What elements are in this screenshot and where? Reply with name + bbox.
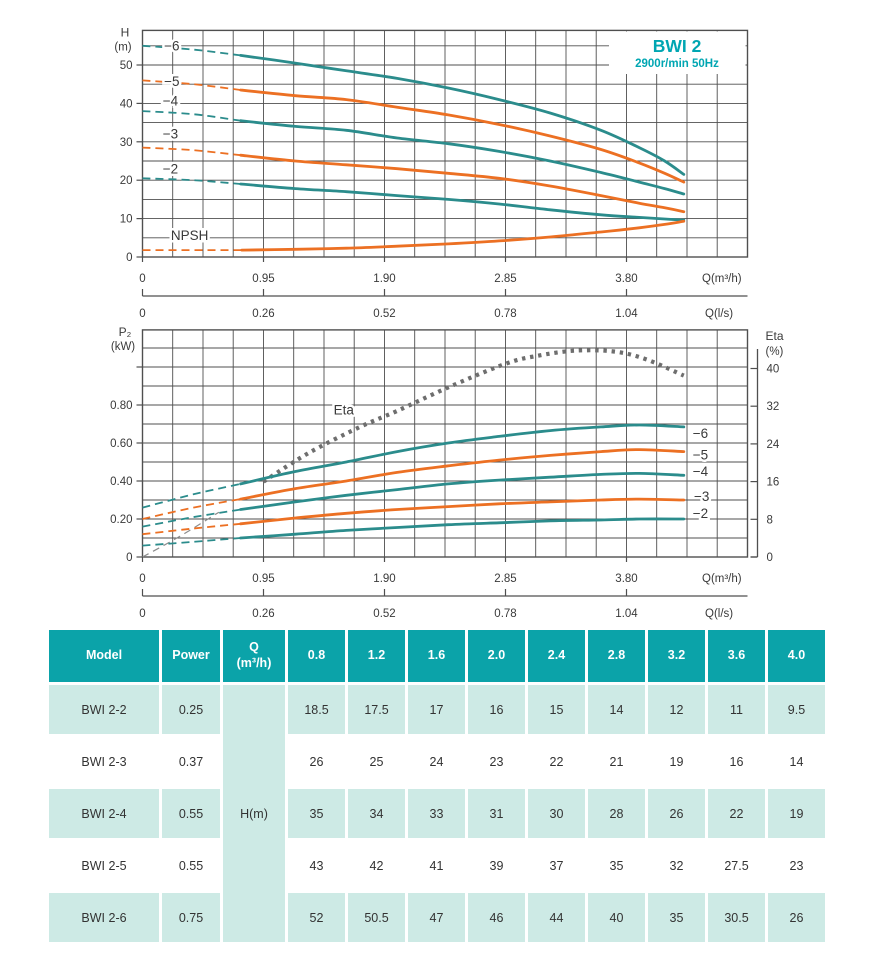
head-value-cell: 18.5 bbox=[288, 685, 345, 734]
power-efficiency-y-axis bbox=[110, 325, 142, 564]
head-value-cell: 26 bbox=[768, 893, 825, 942]
svg-text:16: 16 bbox=[766, 476, 780, 489]
svg-text:0: 0 bbox=[126, 552, 133, 564]
svg-text:0.95: 0.95 bbox=[252, 573, 275, 585]
svg-text:0.80: 0.80 bbox=[110, 400, 133, 412]
head-value-cell: 16 bbox=[708, 737, 765, 786]
svg-text:1.04: 1.04 bbox=[615, 608, 638, 620]
power-efficiency-curve-label-minus-6: −6 bbox=[692, 426, 709, 441]
head-value-cell: 17.5 bbox=[348, 685, 405, 734]
power-efficiency-curve-minus-3-dashed bbox=[143, 524, 241, 534]
head-flow-curve-minus-4 bbox=[241, 121, 684, 194]
head-value-cell: 16 bbox=[468, 685, 525, 734]
head-flow-curve-label-minus-4: −4 bbox=[162, 93, 179, 109]
power-efficiency-curve-label-minus-2: −2 bbox=[692, 506, 709, 522]
table-header-cell: 3.2 bbox=[648, 630, 705, 682]
head-value-cell: 39 bbox=[468, 841, 525, 890]
head-value-cell: 32 bbox=[648, 841, 705, 890]
head-value-cell: 47 bbox=[408, 893, 465, 942]
head-value-cell: 50.5 bbox=[348, 893, 405, 942]
svg-text:50: 50 bbox=[119, 60, 133, 72]
head-value-cell: 31 bbox=[468, 789, 525, 838]
head-flow-chart bbox=[114, 25, 747, 320]
svg-text:Q(l/s): Q(l/s) bbox=[705, 308, 734, 320]
performance-table-head bbox=[49, 630, 825, 682]
head-value-cell: 9.5 bbox=[768, 685, 825, 734]
head-value-cell: 22 bbox=[708, 789, 765, 838]
svg-text:2.85: 2.85 bbox=[494, 273, 517, 285]
svg-text:Q(m³/h): Q(m³/h) bbox=[702, 273, 742, 285]
head-value-cell: 33 bbox=[408, 789, 465, 838]
power-efficiency-curve-minus-2 bbox=[241, 519, 684, 538]
model-cell: BWI 2-2 bbox=[49, 685, 159, 734]
svg-text:P₂: P₂ bbox=[118, 324, 132, 339]
table-header-cell: Model bbox=[49, 630, 159, 682]
head-value-cell: 30.5 bbox=[708, 893, 765, 942]
svg-text:0: 0 bbox=[139, 273, 146, 285]
head-value-cell: 28 bbox=[588, 789, 645, 838]
head-value-cell: 40 bbox=[588, 893, 645, 942]
head-flow-curve-minus-4-dashed bbox=[143, 111, 241, 121]
head-value-cell: 42 bbox=[348, 841, 405, 890]
hm-merged-cell: H(m) bbox=[223, 685, 285, 942]
power-efficiency-curve-minus-4-dashed bbox=[143, 510, 241, 527]
head-value-cell: 12 bbox=[648, 685, 705, 734]
svg-text:0: 0 bbox=[766, 552, 773, 564]
head-value-cell: 52 bbox=[288, 893, 345, 942]
model-cell: BWI 2-6 bbox=[49, 893, 159, 942]
table-row-bwi-2-5 bbox=[49, 841, 825, 890]
svg-text:0.78: 0.78 bbox=[494, 308, 517, 320]
svg-text:0.20: 0.20 bbox=[110, 514, 133, 526]
svg-text:2.85: 2.85 bbox=[494, 573, 517, 585]
head-value-cell: 24 bbox=[408, 737, 465, 786]
head-value-cell: 15 bbox=[528, 685, 585, 734]
power-efficiency-x-axis bbox=[139, 557, 747, 620]
table-header-cell: 1.6 bbox=[408, 630, 465, 682]
head-value-cell: 19 bbox=[648, 737, 705, 786]
head-flow-curve-minus-2 bbox=[241, 184, 684, 220]
head-flow-curve-label-minus-6: −6 bbox=[164, 38, 180, 54]
power-efficiency-curve-label-minus-3: −3 bbox=[694, 489, 710, 505]
svg-text:(%): (%) bbox=[765, 346, 784, 358]
table-row-bwi-2-6 bbox=[49, 893, 825, 942]
svg-text:0.40: 0.40 bbox=[110, 476, 133, 488]
svg-text:0: 0 bbox=[139, 608, 146, 620]
svg-text:3.80: 3.80 bbox=[615, 573, 638, 585]
power-efficiency-curve-label-minus-5: −5 bbox=[692, 447, 709, 463]
svg-text:0.60: 0.60 bbox=[110, 438, 133, 450]
table-row-bwi-2-2 bbox=[49, 685, 825, 734]
table-header-cell: Q (m³/h) bbox=[223, 630, 285, 682]
svg-text:0.52: 0.52 bbox=[373, 308, 396, 320]
head-value-cell: 35 bbox=[588, 841, 645, 890]
svg-text:0: 0 bbox=[126, 252, 133, 264]
table-header-row bbox=[49, 630, 825, 682]
head-value-cell: 43 bbox=[288, 841, 345, 890]
svg-text:0: 0 bbox=[139, 308, 146, 320]
svg-text:3.80: 3.80 bbox=[615, 273, 638, 285]
power-efficiency-curve-minus-6-dashed bbox=[143, 484, 241, 508]
power-efficiency-curve-minus-5-dashed bbox=[143, 499, 241, 519]
svg-text:40: 40 bbox=[119, 98, 133, 111]
model-cell: BWI 2-3 bbox=[49, 737, 159, 786]
svg-text:30: 30 bbox=[119, 136, 133, 149]
table-row-bwi-2-3 bbox=[49, 737, 825, 786]
svg-text:1.90: 1.90 bbox=[373, 273, 396, 285]
svg-text:8: 8 bbox=[766, 514, 773, 527]
svg-text:0.26: 0.26 bbox=[252, 308, 275, 320]
head-flow-curve-minus-3 bbox=[241, 155, 684, 212]
head-value-cell: 35 bbox=[648, 893, 705, 942]
head-value-cell: 11 bbox=[708, 685, 765, 734]
table-header-cell: 4.0 bbox=[768, 630, 825, 682]
performance-table bbox=[46, 627, 828, 945]
table-header-cell: Power bbox=[162, 630, 220, 682]
table-header-cell: 1.2 bbox=[348, 630, 405, 682]
chart-subtitle: 2900r/min 50Hz bbox=[635, 58, 719, 70]
performance-table-body bbox=[49, 685, 825, 942]
chart-title: BWI 2 bbox=[652, 36, 702, 56]
power-efficiency-chart bbox=[110, 325, 784, 620]
head-value-cell: 37 bbox=[528, 841, 585, 890]
head-value-cell: 17 bbox=[408, 685, 465, 734]
head-flow-x-axis bbox=[139, 257, 747, 320]
model-cell: BWI 2-4 bbox=[49, 789, 159, 838]
head-value-cell: 23 bbox=[768, 841, 825, 890]
head-flow-curve-label-minus-2: −2 bbox=[162, 161, 179, 177]
power-efficiency-eta-axis bbox=[751, 329, 784, 564]
power-efficiency-curve-minus-2-dashed bbox=[143, 538, 241, 546]
head-value-cell: 44 bbox=[528, 893, 585, 942]
head-value-cell: 22 bbox=[528, 737, 585, 786]
table-header-cell: 2.4 bbox=[528, 630, 585, 682]
power-efficiency-curve-minus-4 bbox=[241, 473, 684, 509]
svg-text:0.95: 0.95 bbox=[252, 273, 275, 285]
head-value-cell: 23 bbox=[468, 737, 525, 786]
head-value-cell: 27.5 bbox=[708, 841, 765, 890]
head-value-cell: 34 bbox=[348, 789, 405, 838]
head-flow-curve-minus-3-dashed bbox=[143, 148, 241, 156]
head-flow-curve-minus-6-dashed bbox=[143, 46, 241, 56]
svg-text:40: 40 bbox=[766, 363, 780, 376]
model-cell: BWI 2-5 bbox=[49, 841, 159, 890]
head-flow-curve-minus-2-dashed bbox=[143, 178, 241, 184]
svg-text:0: 0 bbox=[139, 573, 146, 585]
head-value-cell: 46 bbox=[468, 893, 525, 942]
power-cell: 0.55 bbox=[162, 789, 220, 838]
head-flow-y-axis bbox=[114, 25, 142, 264]
svg-text:(kW): (kW) bbox=[110, 340, 136, 353]
head-flow-curve-label-minus-3: −3 bbox=[162, 126, 179, 142]
annotation-eta: Eta bbox=[333, 402, 354, 418]
head-flow-curve-label-minus-5: −5 bbox=[164, 74, 180, 89]
head-value-cell: 26 bbox=[288, 737, 345, 786]
head-value-cell: 26 bbox=[648, 789, 705, 838]
svg-text:0.26: 0.26 bbox=[252, 608, 275, 620]
svg-text:10: 10 bbox=[119, 213, 133, 226]
annotation-npsh: NPSH bbox=[170, 228, 209, 244]
svg-text:H: H bbox=[120, 25, 130, 40]
power-efficiency-curve-label-minus-4: −4 bbox=[692, 464, 709, 479]
svg-text:20: 20 bbox=[119, 175, 133, 188]
power-cell: 0.55 bbox=[162, 841, 220, 890]
svg-text:0.52: 0.52 bbox=[373, 608, 396, 620]
head-value-cell: 21 bbox=[588, 737, 645, 786]
head-value-cell: 14 bbox=[588, 685, 645, 734]
performance-table-wrap bbox=[46, 627, 828, 945]
power-cell: 0.25 bbox=[162, 685, 220, 734]
svg-text:1.90: 1.90 bbox=[373, 573, 396, 585]
table-header-cell: 2.8 bbox=[588, 630, 645, 682]
svg-text:(m): (m) bbox=[114, 41, 132, 54]
svg-text:1.04: 1.04 bbox=[615, 308, 638, 320]
head-flow-curve-NPSH bbox=[242, 221, 684, 250]
table-row-bwi-2-4 bbox=[49, 789, 825, 838]
power-cell: 0.75 bbox=[162, 893, 220, 942]
head-value-cell: 30 bbox=[528, 789, 585, 838]
head-value-cell: 25 bbox=[348, 737, 405, 786]
table-header-cell: 2.0 bbox=[468, 630, 525, 682]
svg-text:Q(l/s): Q(l/s) bbox=[705, 608, 734, 620]
head-flow-curve-minus-5-dashed bbox=[143, 80, 241, 90]
svg-text:32: 32 bbox=[766, 401, 780, 414]
table-header-cell: 0.8 bbox=[288, 630, 345, 682]
svg-text:24: 24 bbox=[766, 438, 780, 451]
svg-text:0.78: 0.78 bbox=[494, 608, 517, 620]
table-header-cell: 3.6 bbox=[708, 630, 765, 682]
svg-text:Eta: Eta bbox=[765, 329, 784, 343]
head-value-cell: 14 bbox=[768, 737, 825, 786]
head-value-cell: 35 bbox=[288, 789, 345, 838]
head-value-cell: 19 bbox=[768, 789, 825, 838]
power-cell: 0.37 bbox=[162, 737, 220, 786]
svg-text:Q(m³/h): Q(m³/h) bbox=[702, 573, 742, 585]
head-value-cell: 41 bbox=[408, 841, 465, 890]
